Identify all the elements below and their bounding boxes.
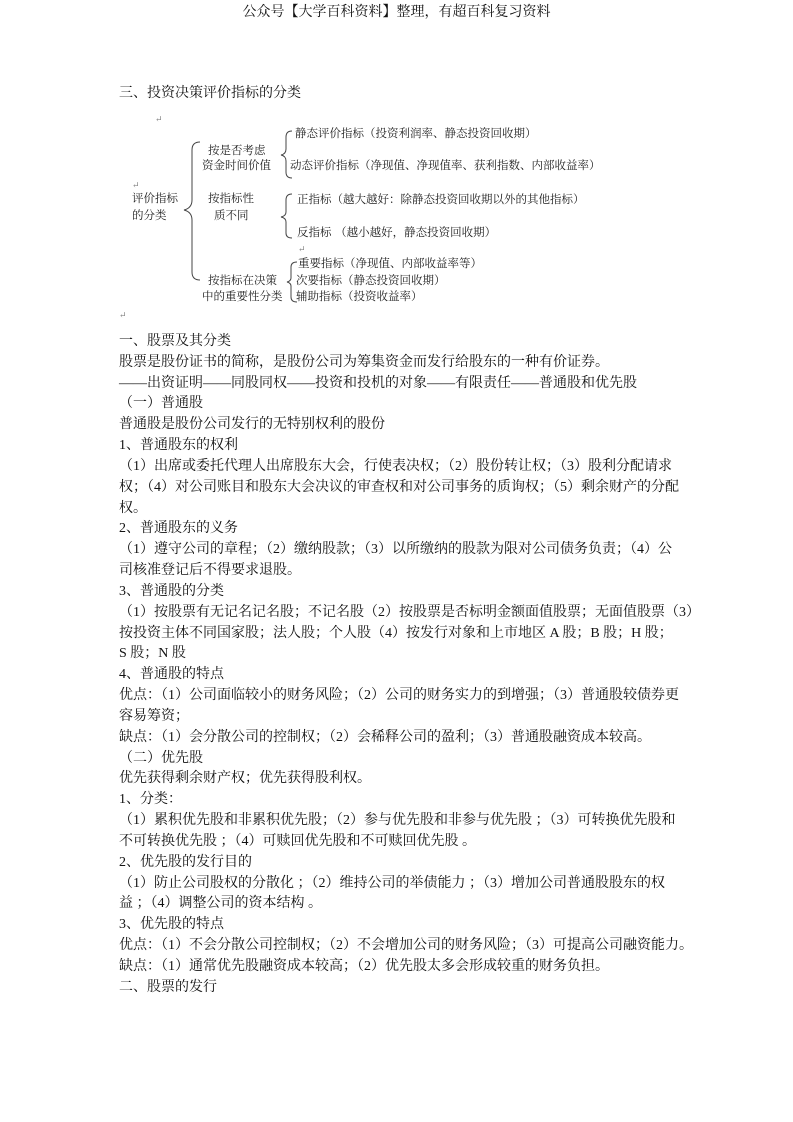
text-line: （1）遵守公司的章程；（2）缴纳股款；（3）以所缴纳的股款为限对公司债务负责；（4）公 — [119, 542, 672, 558]
group-label: 按是否考虑 — [208, 143, 266, 157]
text-line: 1、分类： — [119, 792, 182, 808]
paragraph-mark: ↵ — [132, 180, 140, 190]
text-line: 缺点：（1）会分散公司的控制权；（2）会稀释公司的盈利；（3）普通股融资成本较高。 — [119, 729, 651, 745]
group-label: 按指标性 — [208, 191, 254, 205]
paragraph-mark: ↵ — [119, 310, 127, 320]
group-item: 次要指标（静态投资回收期） — [296, 273, 446, 287]
page-header: 公众号【大学百科资料】整理，有超百科复习资料 — [242, 5, 551, 20]
paragraph-mark: ↵ — [155, 114, 163, 124]
text-line: （二）优先股 — [119, 750, 203, 766]
text-line: 3、优先股的特点 — [119, 917, 224, 933]
text-line: 股票是股份证书的简称，是股份公司为筹集资金而发行给股东的一种有价证券。 — [119, 354, 609, 370]
text-line: 优点：（1）公司面临较小的财务风险；（2）公司的财务实力的到增强；（3）普通股较债券更 — [119, 688, 679, 704]
group-label: 按指标在决策 — [208, 273, 277, 287]
group-item: 动态评价指标（净现值、净现值率、获利指数、内部收益率） — [290, 158, 601, 172]
text-line: 普通股是股份公司发行的无特别权利的股份 — [119, 417, 385, 433]
group-item: 反指标 （越小越好，静态投资回收期） — [297, 225, 497, 239]
root-label: 的分类 — [132, 208, 167, 222]
group-label: 质不同 — [214, 208, 249, 222]
group-label: 中的重要性分类 — [202, 289, 283, 303]
text-line: （一）普通股 — [119, 396, 203, 412]
root-label: 评价指标 — [132, 191, 178, 205]
section-title: 三、投资决策评价指标的分类 — [119, 86, 301, 101]
text-line: 缺点：（1）通常优先股融资成本较高；（2）优先股太多会形成较重的财务负担。 — [119, 958, 609, 974]
text-line: 二、股票的发行 — [119, 979, 217, 995]
text-line: 4、普通股的特点 — [119, 667, 224, 683]
text-line: 权。 — [119, 500, 147, 516]
text-line: （1）出席或委托代理人出席股东大会，行使表决权；（2）股份转让权；（3）股利分配请求 — [119, 458, 672, 474]
text-line: ——出资证明——同股同权——投资和投机的对象——有限责任——普通股和优先股 — [119, 375, 637, 391]
group-item: 重要指标（净现值、内部收益率等） — [298, 256, 482, 270]
text-line: 3、普通股的分类 — [119, 583, 224, 599]
text-line: S 股；N 股 — [119, 646, 186, 662]
text-line: 优先获得剩余财产权；优先获得股利权。 — [119, 771, 371, 787]
text-line: （1）按股票有无记名记名股；不记名股（2）按股票是否标明金额面值股票；无面值股票（3） — [119, 604, 700, 620]
text-line: 不可转换优先股 ；（4）可赎回优先股和不可赎回优先股 。 — [119, 833, 476, 849]
group-item: 辅助指标（投资收益率） — [296, 289, 423, 303]
group-item: 正指标（越大越好：除静态投资回收期以外的其他指标） — [297, 192, 585, 206]
text-line: 按投资主体不同国家股；法人股；个人股（4）按发行对象和上市地区 A 股；B 股；H 股； — [119, 625, 673, 641]
text-line: 一、股票及其分类 — [119, 334, 231, 349]
paragraph-mark: ↵ — [298, 244, 306, 254]
document-body — [119, 332, 700, 999]
group2-brace — [281, 194, 292, 238]
group-label: 资金时间价值 — [202, 158, 271, 172]
text-line: 益 ；（4）调整公司的资本结构 。 — [119, 896, 322, 912]
text-line: 司核准登记后不得要求退股。 — [119, 563, 301, 579]
text-line: 2、优先股的发行目的 — [119, 854, 252, 870]
root-brace — [184, 142, 200, 280]
text-line: 容易筹资； — [119, 708, 189, 724]
text-line: 2、普通股东的义务 — [119, 521, 238, 537]
text-line: 1、普通股东的权利 — [119, 438, 238, 454]
text-line: （1）累积优先股和非累积优先股；（2）参与优先股和非参与优先股 ；（3）可转换优先股和 — [119, 813, 676, 829]
text-line: 权；（4）对公司账目和股东大会决议的审查权和对公司事务的质询权；（5）剩余财产的分配 — [119, 479, 679, 495]
text-line: （1）防止公司股权的分散化 ；（2）维持公司的举债能力 ；（3）增加公司普通股股东的权 — [119, 875, 665, 891]
text-line: 优点：（1）不会分散公司控制权；（2）不会增加公司的财务风险；（3）可提高公司融资能力。 — [119, 938, 693, 954]
group-item: 静态评价指标（投资利润率、静态投资回收期） — [295, 126, 537, 140]
